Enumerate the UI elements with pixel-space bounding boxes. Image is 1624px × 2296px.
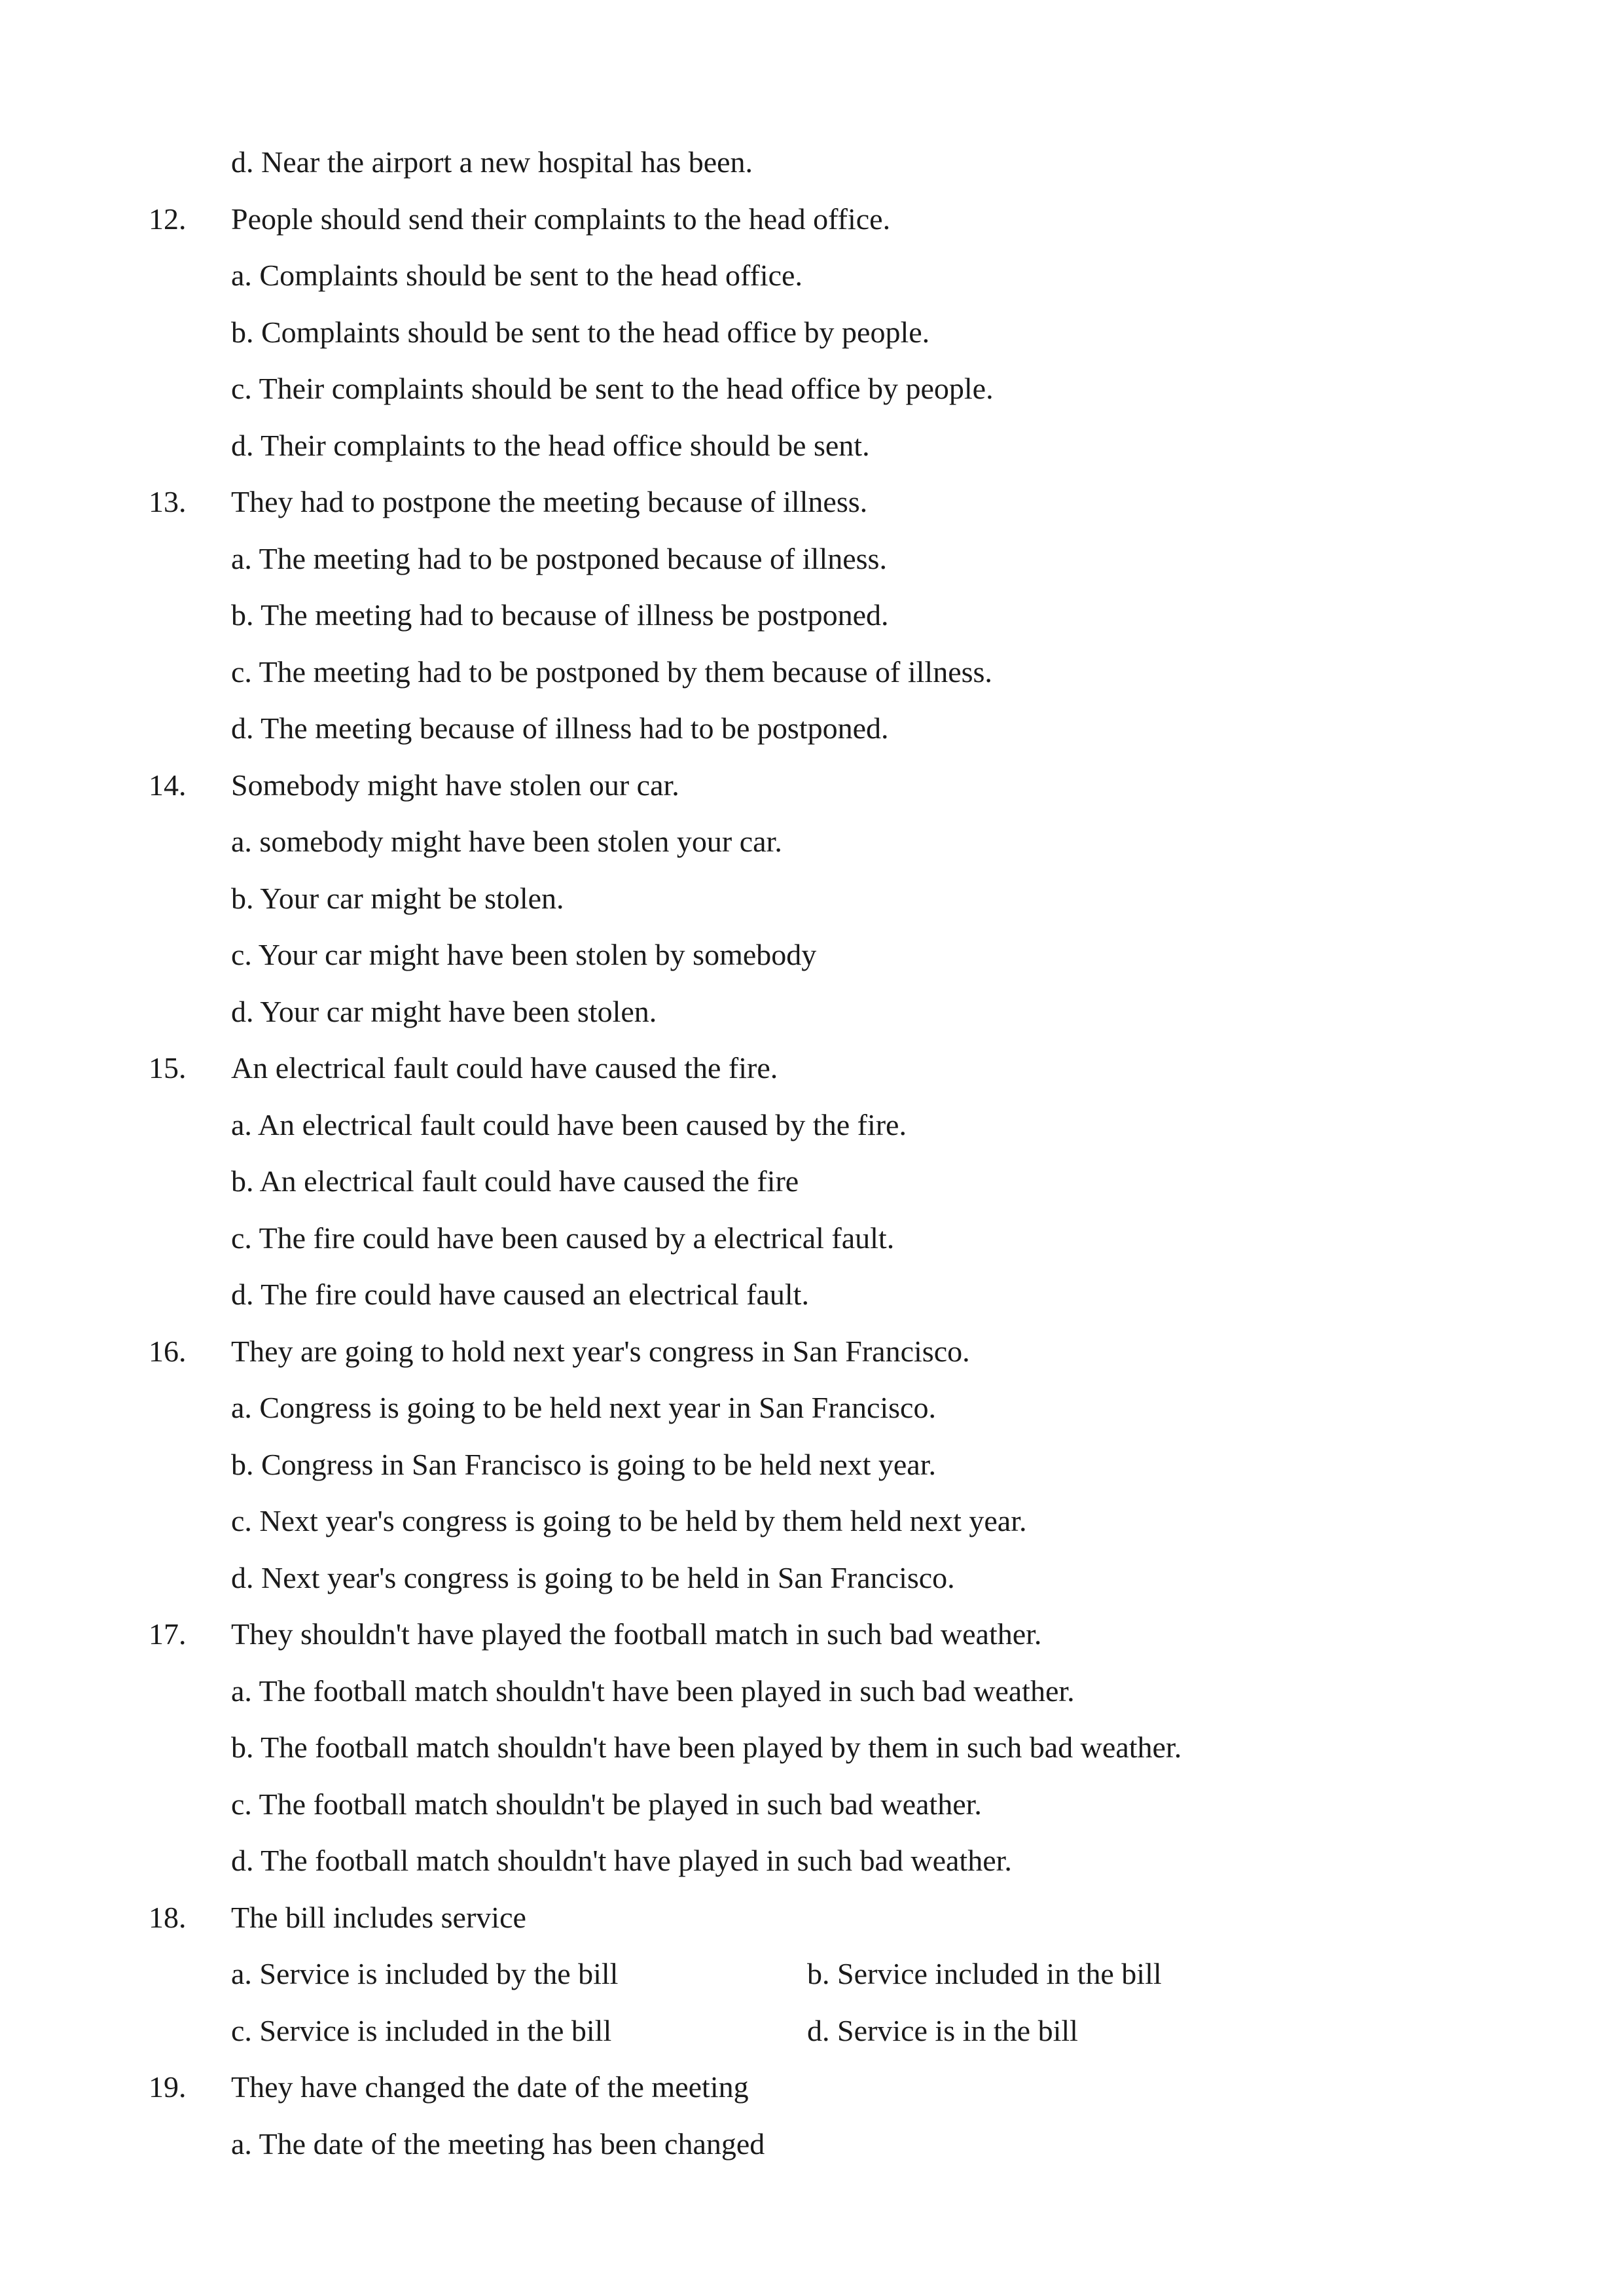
option-line (0, 1437, 1624, 1494)
option-line (0, 1663, 1624, 1720)
option-text: d. Their complaints to the head office should be sent. (231, 428, 870, 462)
question-stem: They have changed the date of the meeting (231, 2070, 749, 2104)
option-text: c. The football match shouldn't be played in such bad weather. (231, 1787, 982, 1821)
option-line (0, 134, 1624, 191)
option-text: c. Their complaints should be sent to the head office by people. (231, 372, 994, 405)
question-number: 19. (149, 2070, 187, 2104)
question-stem: They shouldn't have played the football match in such bad weather. (231, 1617, 1042, 1651)
option-line (0, 814, 1624, 870)
option-line (0, 1210, 1624, 1267)
option-text: b. The meeting had to because of illness be postponed. (231, 598, 889, 632)
question-12-stem-line (0, 191, 1624, 248)
question-17-stem-line (0, 1606, 1624, 1663)
option-line (0, 644, 1624, 701)
option-text: a. The date of the meeting has been changed (231, 2126, 765, 2161)
option-text: d. The meeting because of illness had to be postponed. (231, 711, 889, 745)
option-line (0, 418, 1624, 475)
option-line (0, 1380, 1624, 1437)
option-text: c. The meeting had to be postponed by them because of illness. (231, 655, 992, 689)
option-line (0, 1550, 1624, 1607)
option-text: c. Your car might have been stolen by somebody (231, 938, 817, 971)
option-text: a. Service is included by the bill (231, 1957, 619, 1990)
option-line (0, 1493, 1624, 1550)
option-line (0, 1719, 1624, 1776)
question-stem: They had to postpone the meeting because of illness. (231, 485, 868, 518)
option-text: c. Service is included in the bill (231, 2013, 612, 2047)
question-stem: People should send their complaints to the head office. (231, 202, 891, 236)
question-14-stem-line (0, 757, 1624, 814)
option-line (0, 1833, 1624, 1890)
question-15-stem-line (0, 1040, 1624, 1097)
option-line (0, 361, 1624, 418)
question-list (0, 134, 1624, 2172)
option-text: a. somebody might have been stolen your car. (231, 825, 782, 858)
option-text: b. Complaints should be sent to the head office by people. (231, 315, 930, 349)
option-line (0, 700, 1624, 757)
option-row (0, 2003, 1624, 2060)
question-stem: The bill includes service (231, 1900, 526, 1934)
question-number: 12. (149, 202, 187, 236)
option-text: b. Service included in the bill (807, 1957, 1162, 1990)
option-text: c. Next year's congress is going to be held by them held next year. (231, 1504, 1027, 1537)
option-line (0, 1266, 1624, 1323)
option-text: a. Congress is going to be held next year in San Francisco. (231, 1391, 936, 1424)
option-line (0, 304, 1624, 361)
question-number: 15. (149, 1051, 187, 1085)
option-text: a. The meeting had to be postponed because of illness. (231, 541, 887, 575)
option-text: d. Next year's congress is going to be held in San Francisco. (231, 1560, 955, 1594)
option-text: a. An electrical fault could have been caused by the fire. (231, 1107, 907, 1141)
option-line (0, 1776, 1624, 1833)
option-line (0, 984, 1624, 1041)
option-text: b. The football match shouldn't have been played by them in such bad weather. (231, 1731, 1182, 1764)
question-19-stem-line (0, 2059, 1624, 2116)
option-line (0, 531, 1624, 588)
option-text: b. Congress in San Francisco is going to be held next year. (231, 1447, 937, 1481)
option-text: d. Near the airport a new hospital has been. (231, 145, 753, 179)
question-stem: They are going to hold next year's congress in San Francisco. (231, 1334, 970, 1368)
question-number: 16. (149, 1334, 187, 1368)
option-text: b. An electrical fault could have caused the fire (231, 1164, 799, 1198)
question-number: 18. (149, 1900, 187, 1934)
option-line (0, 2116, 1624, 2173)
option-line (0, 1153, 1624, 1210)
question-16-stem-line (0, 1323, 1624, 1380)
option-text: d. The fire could have caused an electrical fault. (231, 1278, 809, 1311)
option-text: c. The fire could have been caused by a electrical fault. (231, 1221, 895, 1255)
option-text: d. The football match shouldn't have played in such bad weather. (231, 1844, 1012, 1877)
option-line (0, 927, 1624, 984)
option-text: d. Your car might have been stolen. (231, 994, 657, 1028)
option-text: a. The football match shouldn't have been played in such bad weather. (231, 1674, 1075, 1708)
option-line (0, 247, 1624, 304)
question-13-stem-line (0, 474, 1624, 531)
option-text: b. Your car might be stolen. (231, 881, 564, 915)
option-text: d. Service is in the bill (807, 2013, 1078, 2047)
question-number: 17. (149, 1617, 187, 1651)
option-line (0, 587, 1624, 644)
option-line (0, 1097, 1624, 1154)
question-stem: An electrical fault could have caused the fire. (231, 1051, 778, 1085)
question-number: 14. (149, 768, 187, 802)
option-row (0, 1946, 1624, 2003)
question-number: 13. (149, 485, 187, 518)
option-text: a. Complaints should be sent to the head office. (231, 259, 803, 292)
option-line (0, 870, 1624, 927)
question-18-stem-line (0, 1890, 1624, 1946)
question-stem: Somebody might have stolen our car. (231, 768, 679, 802)
